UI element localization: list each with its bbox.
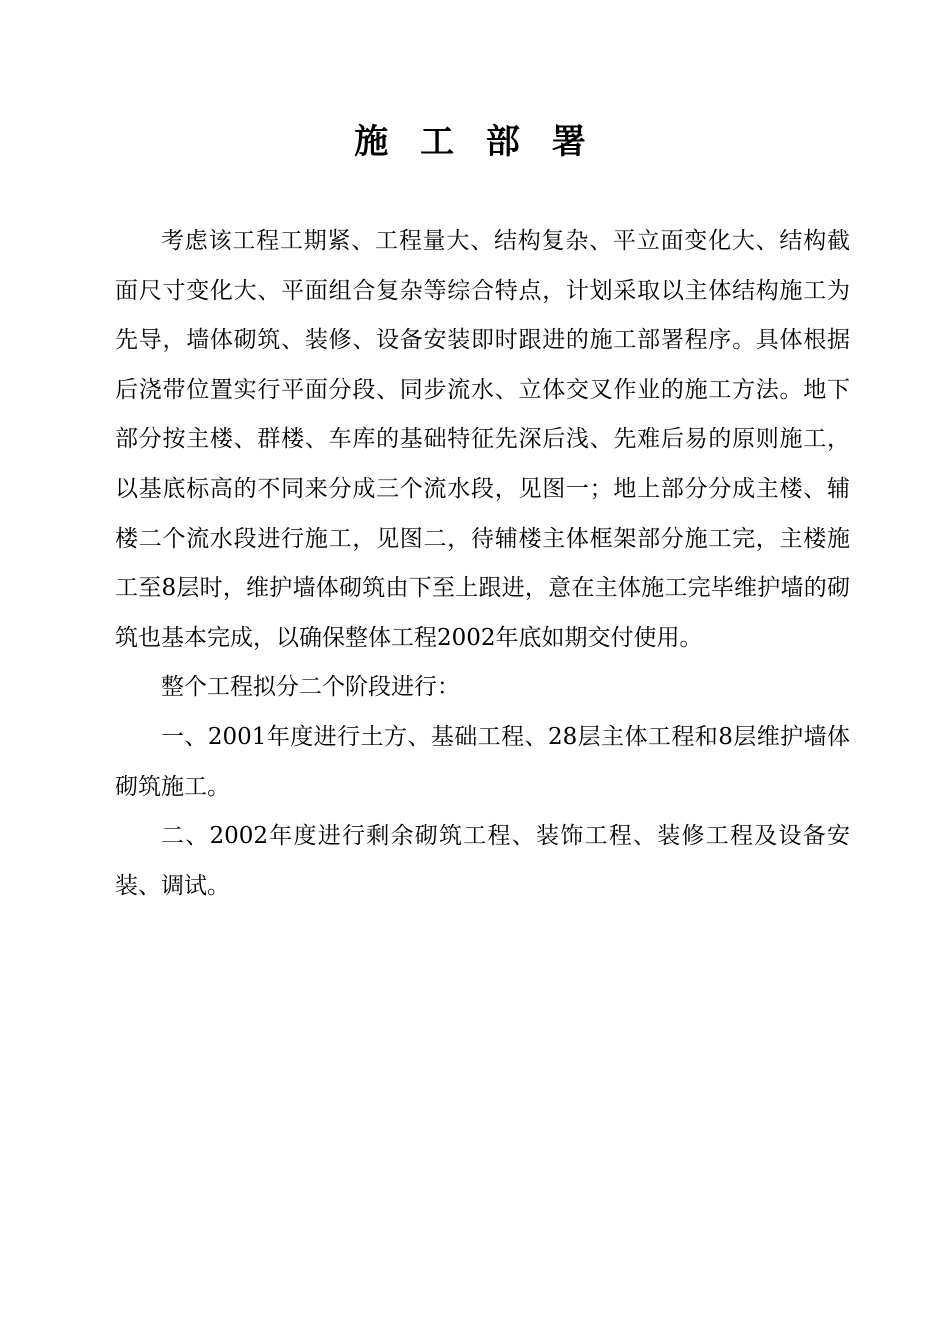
paragraph-stages-intro: 整个工程拟分二个阶段进行： xyxy=(161,674,460,701)
document-body xyxy=(115,217,850,911)
paragraph-stage-two: 二、2002年度进行剩余砌筑工程、装饰工程、装修工程及设备安装、调试。 xyxy=(115,823,850,899)
paragraph-stage-one: 一、2001年度进行土方、基础工程、28层主体工程和8层维护墙体砌筑施工。 xyxy=(115,723,850,800)
document-title: 施 工 部 署 xyxy=(354,122,596,162)
paragraph-overview: 考虑该工程工期紧、工程量大、结构复杂、平立面变化大、结构截面尺寸变化大、平面组合复杂等综合特点，计划采取以主体结构施工为先导，墙体砌筑、装修、设备安装即时跟进的施工部署程序。具体根据后浇带位置实行平面分段、同步流水、立体交叉作业的施工方法。地下部分按主楼、群楼、车库的基础特征先深后浅、先难后易的原则施工，以基底标高的不同来分成三个流水段，见图一；地上部分分成主楼、辅楼二个流水段进行施工，见图二，待辅楼主体框架部分施工完，主楼施工至8层时，维护墙体砌筑由下至上跟进，意在主体施工完毕维护墙的砌筑也基本完成，以确保整体工程2002年底如期交付使用。 xyxy=(115,228,850,651)
